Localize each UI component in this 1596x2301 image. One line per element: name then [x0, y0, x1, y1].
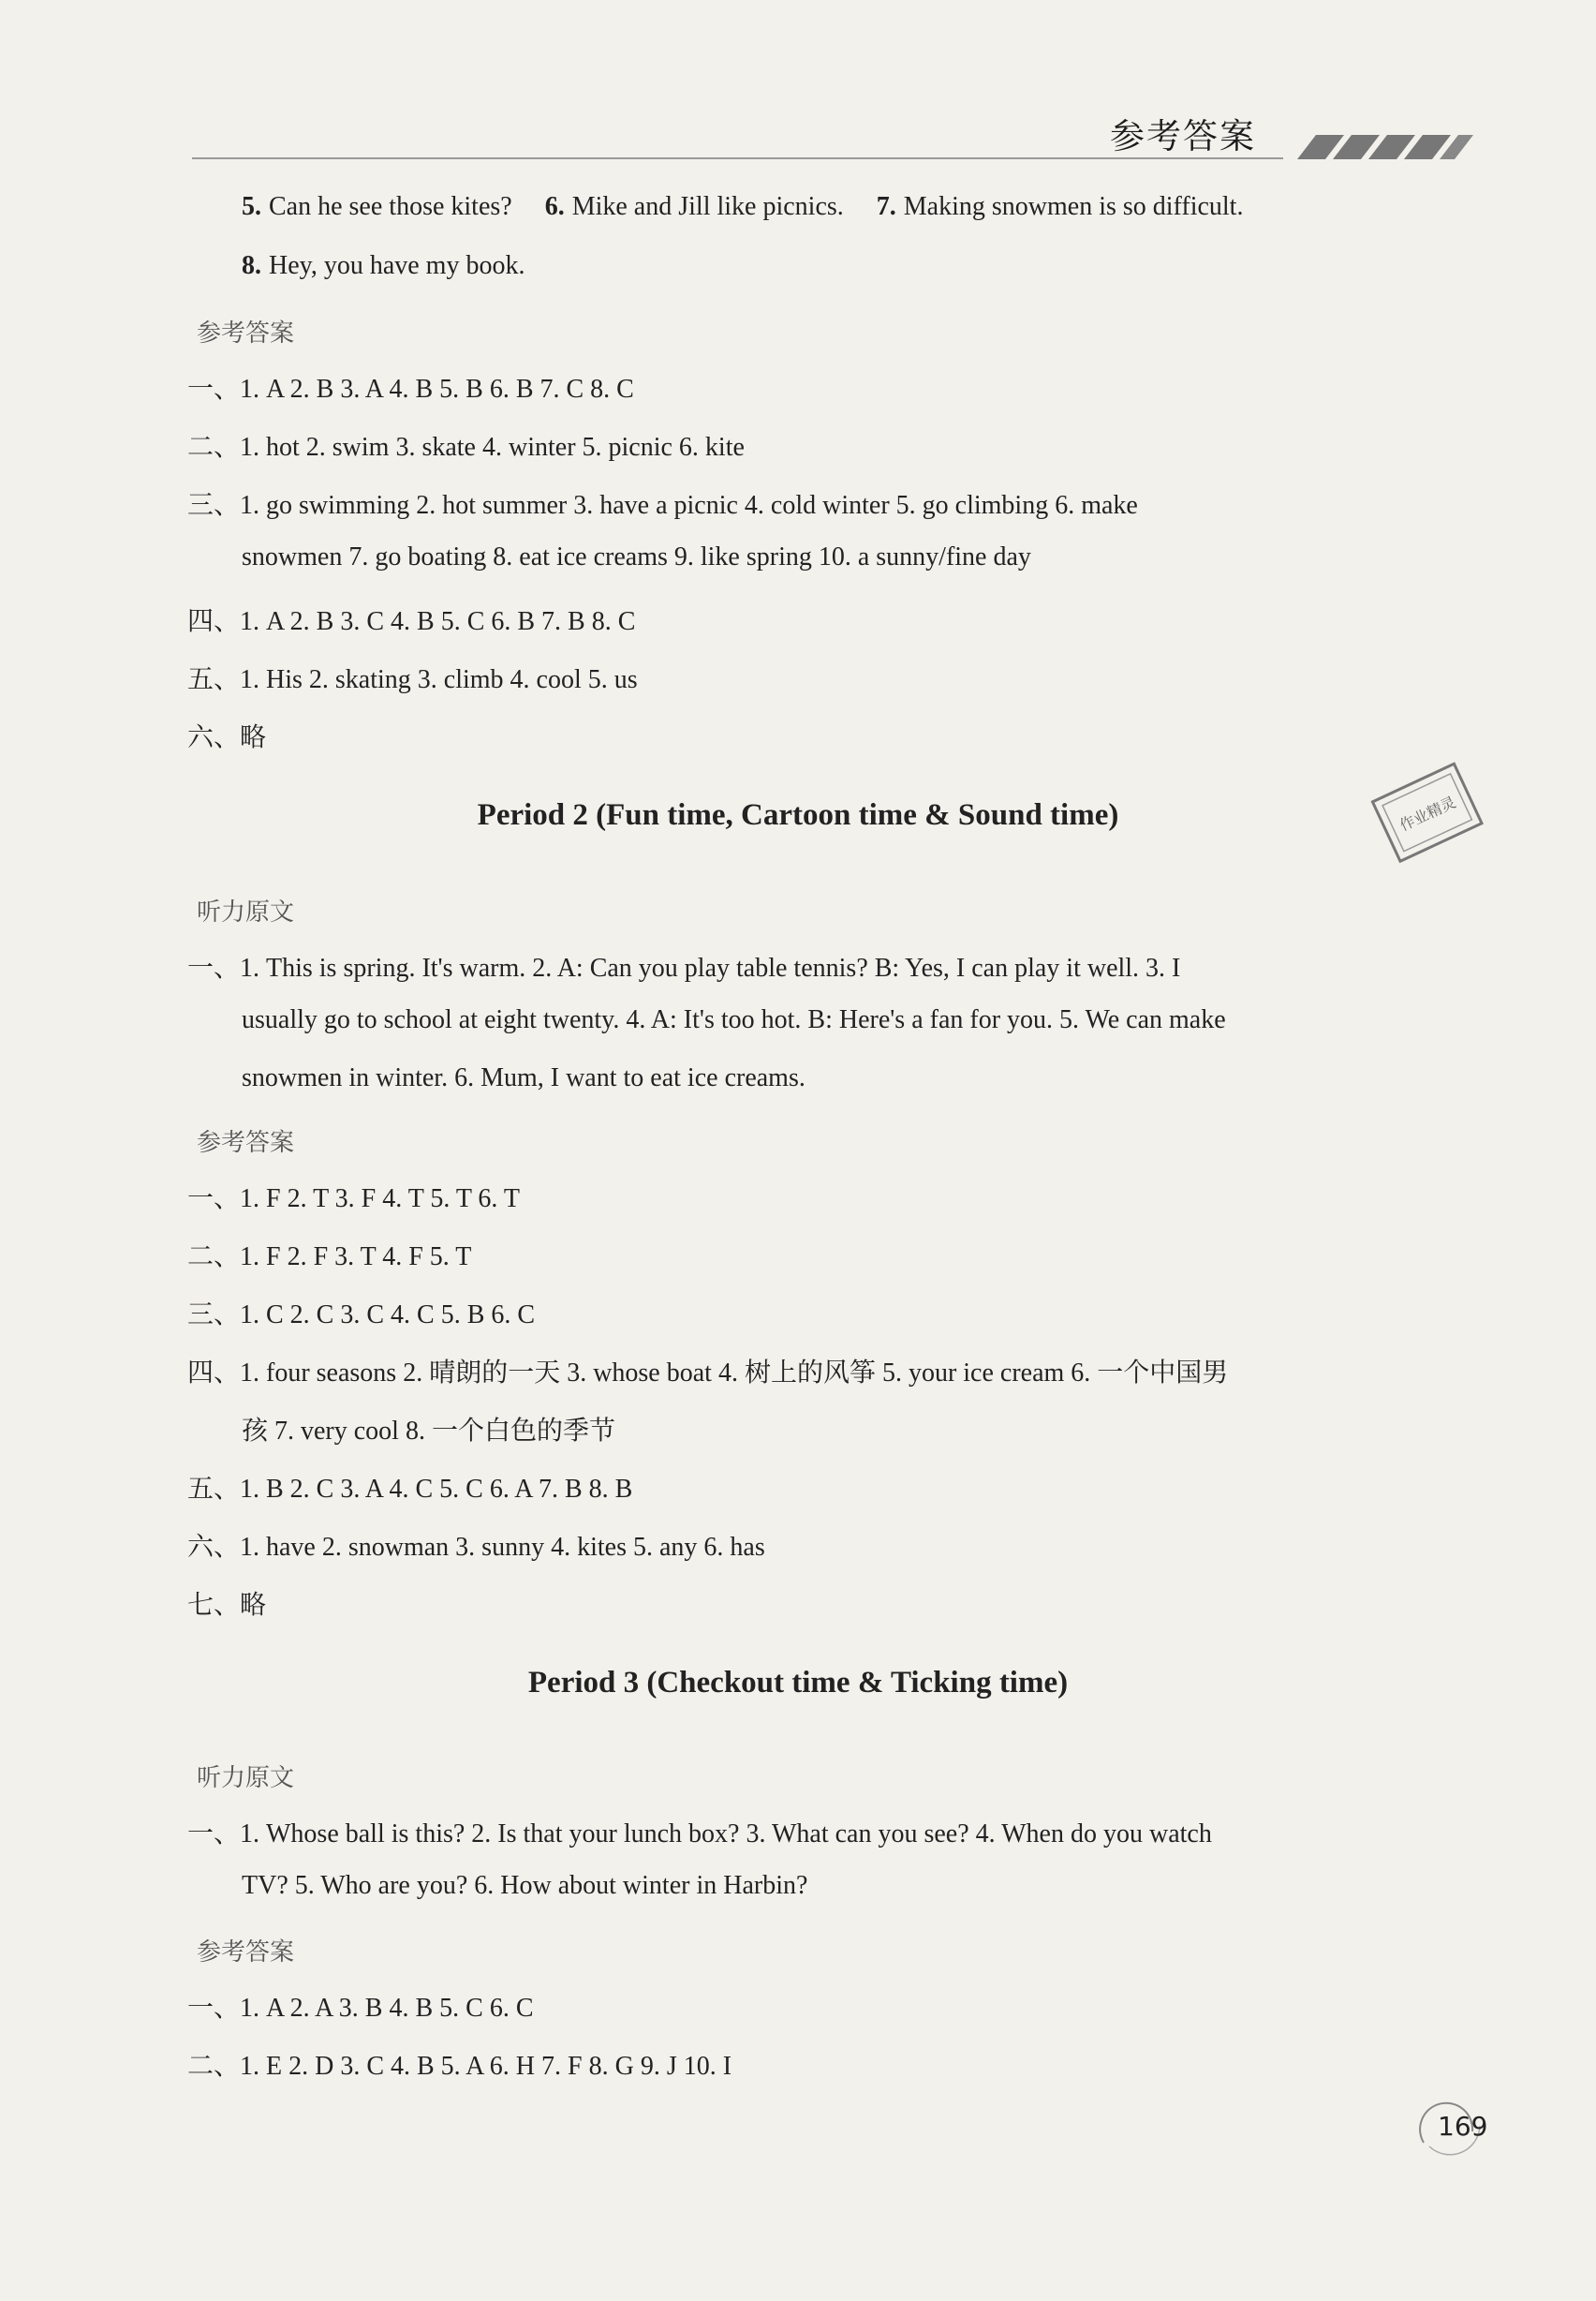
p1-answer-6: 六、略 — [187, 723, 267, 752]
header-stripes-decoration — [1288, 131, 1475, 163]
header-rule — [192, 157, 1283, 159]
stamp-text: 作业精灵 — [1396, 793, 1459, 835]
p2-answer-6: 六、1. have 2. snowman 3. sunny 4. kites 5. any 6. has — [187, 1533, 765, 1562]
p1-listening-line-2: 8. Hey, you have my book. — [242, 251, 525, 280]
stamp-logo — [1363, 759, 1494, 871]
p2-answer-1: 一、1. F 2. T 3. F 4. T 5. T 6. T — [187, 1184, 521, 1213]
p2-answer-4b: 孩 7. very cool 8. 一个白色的季节 — [242, 1417, 615, 1446]
p2-answer-3: 三、1. C 2. C 3. C 4. C 5. B 6. C — [187, 1300, 536, 1329]
p2-answer-4a: 四、1. four seasons 2. 晴朗的一天 3. whose boat 4. 树上的风筝 5. your ice cream 6. 一个中国男 — [187, 1358, 1229, 1388]
p1-listening-line-1: 5. Can he see those kites? 6. Mike and Jill like picnics. 7. Making snowmen is so difficult. — [242, 192, 1244, 221]
p3-answer-1: 一、1. A 2. A 3. B 4. B 5. C 6. C — [187, 1994, 534, 2023]
p2-listening-3: snowmen in winter. 6. Mum, I want to eat ice creams. — [242, 1063, 805, 1092]
p3-listening-label: 听力原文 — [197, 1764, 295, 1792]
p1-answers-label: 参考答案 — [197, 319, 295, 348]
p2-answers-label: 参考答案 — [197, 1129, 295, 1157]
p2-answer-7: 七、略 — [187, 1591, 267, 1620]
p3-listening-1: 一、1. Whose ball is this? 2. Is that your lunch box? 3. What can you see? 4. When do you watch — [187, 1819, 1212, 1848]
page-number: 169 — [1438, 2111, 1488, 2142]
p2-listening-1: 一、1. This is spring. It's warm. 2. A: Can you play table tennis? B: Yes, I can play it well. 3. I — [187, 954, 1181, 983]
page-number-badge — [1414, 2094, 1489, 2150]
p3-listening-2: TV? 5. Who are you? 6. How about winter in Harbin? — [242, 1871, 808, 1900]
p2-answer-5: 五、1. B 2. C 3. A 4. C 5. C 6. A 7. B 8. B — [187, 1475, 633, 1504]
p2-answer-2: 二、1. F 2. F 3. T 4. F 5. T — [187, 1242, 472, 1271]
p3-answers-label: 参考答案 — [197, 1938, 295, 1967]
p1-answer-5: 五、1. His 2. skating 3. climb 4. cool 5. us — [187, 665, 638, 694]
p1-answer-3a: 三、1. go swimming 2. hot summer 3. have a picnic 4. cold winter 5. go climbing 6. make — [187, 491, 1138, 520]
p2-listening-label: 听力原文 — [197, 898, 295, 927]
p3-answer-2: 二、1. E 2. D 3. C 4. B 5. A 6. H 7. F 8. G 9. J 10. I — [187, 2052, 732, 2081]
p1-answer-2: 二、1. hot 2. swim 3. skate 4. winter 5. picnic 6. kite — [187, 433, 745, 462]
p1-answer-3b: snowmen 7. go boating 8. eat ice creams 9. like spring 10. a sunny/fine day — [242, 542, 1031, 572]
period-2-title: Period 2 (Fun time, Cartoon time & Sound time) — [477, 798, 1119, 832]
period-3-title: Period 3 (Checkout time & Ticking time) — [527, 1666, 1069, 1700]
p1-answer-1: 一、1. A 2. B 3. A 4. B 5. B 6. B 7. C 8. C — [187, 375, 634, 404]
p1-answer-4: 四、1. A 2. B 3. C 4. B 5. C 6. B 7. B 8. C — [187, 607, 636, 636]
header-title: 参考答案 — [1110, 116, 1256, 156]
p2-listening-2: usually go to school at eight twenty. 4. A: It's too hot. B: Here's a fan for you. 5. We can make — [242, 1005, 1226, 1034]
